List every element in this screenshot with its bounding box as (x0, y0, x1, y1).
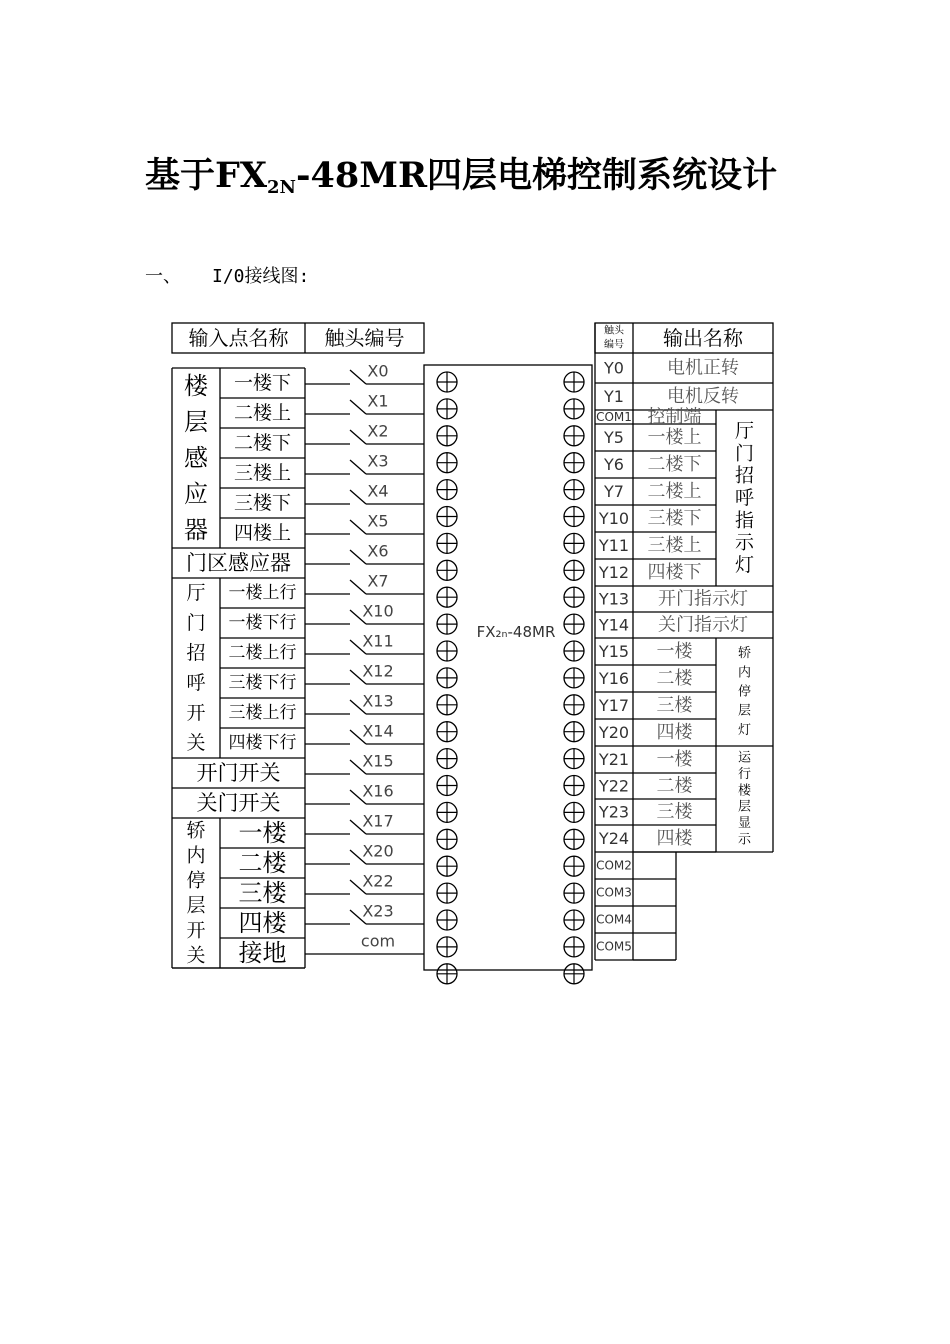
output-contact-label: Y23 (598, 802, 630, 822)
output-name: 关门指示灯 (658, 614, 748, 636)
output-name: 三楼上 (647, 535, 702, 556)
output-name: 开门指示灯 (658, 588, 748, 610)
output-contact-label: Y14 (598, 615, 630, 635)
contact-label: X23 (362, 901, 394, 921)
output-group-label: 楼 (737, 783, 752, 799)
group-label: 呼 (186, 672, 206, 694)
output-name: 电机正转 (667, 357, 739, 379)
output-contact-label: Y13 (598, 589, 630, 609)
output-group-label: 轿 (737, 646, 752, 662)
output-group-label: 内 (737, 665, 752, 681)
input-point-name: 一楼上行 (228, 583, 297, 603)
contact-label: X3 (367, 451, 389, 471)
input-point-name: 四楼上 (233, 522, 292, 544)
contact-label: X12 (362, 661, 394, 681)
output-contact-label: Y15 (598, 642, 630, 661)
group-label: 层 (184, 408, 208, 436)
output-name: 三楼 (656, 695, 693, 716)
contact-label: X22 (362, 871, 394, 891)
contact-label: X1 (367, 391, 389, 411)
output-header-name: 输出名称 (663, 326, 743, 350)
output-group-label: 行 (737, 767, 752, 782)
output-name: 一楼 (656, 641, 693, 662)
output-group-label: 示 (737, 832, 752, 848)
switch-contact (350, 520, 366, 534)
switch-contact (350, 430, 366, 444)
output-contact-label: Y1 (604, 387, 624, 406)
input-header-contact: 触头编号 (324, 326, 405, 350)
output-group-label: 层 (737, 703, 752, 719)
output-contact-label: Y11 (598, 536, 630, 555)
contact-label: X15 (362, 751, 394, 771)
input-point-name: 三楼 (238, 879, 287, 907)
group-label: 门 (186, 612, 206, 634)
contact-label: X14 (362, 721, 394, 741)
output-name: 四楼 (656, 722, 693, 743)
output-group-label: 呼 (734, 487, 755, 509)
output-name: 三楼下 (647, 508, 702, 529)
contact-label: com (360, 931, 396, 951)
output-contact-label: Y7 (604, 482, 624, 501)
group-label: 开 (186, 702, 206, 724)
output-contact-label: Y20 (598, 723, 630, 742)
output-header-contact: 触头 (604, 325, 624, 337)
output-contact-label: Y10 (598, 509, 630, 528)
contact-label: X16 (362, 781, 394, 801)
output-group-label: 显 (737, 816, 752, 831)
switch-contact (350, 460, 366, 474)
group-label: 感 (184, 444, 208, 472)
input-point-name: 三楼上 (233, 462, 292, 484)
input-point-name: 四楼 (238, 909, 287, 937)
group-label: 停 (186, 869, 206, 892)
output-name: 四楼下 (647, 562, 702, 583)
output-contact-label: Y24 (598, 829, 630, 848)
group-label: 层 (186, 894, 206, 917)
output-name: 一楼上 (647, 427, 702, 448)
output-contact-label: COM2 (596, 858, 632, 873)
group-label: 内 (186, 844, 206, 867)
group-label: 开 (186, 919, 206, 942)
output-group-label: 层 (737, 799, 752, 815)
input-point-name: 三楼下 (233, 492, 292, 514)
input-point-name: 二楼上 (233, 402, 292, 424)
input-point-name: 接地 (238, 939, 287, 967)
input-point-name: 三楼上行 (228, 703, 297, 723)
contact-label: X10 (362, 601, 394, 621)
page-title: 基于$FX_{2N}-48MR$四层电梯控制系统设计 (145, 155, 778, 198)
output-contact-label: COM5 (596, 939, 632, 954)
output-name: 二楼上 (647, 481, 702, 502)
switch-contact (350, 490, 366, 504)
output-contact-label: Y22 (598, 776, 630, 796)
contact-label: X11 (362, 631, 394, 651)
contact-label: X5 (367, 511, 389, 531)
output-contact-label: Y17 (598, 696, 630, 715)
contact-label: X13 (362, 691, 394, 711)
output-contact-label: COM4 (596, 912, 632, 927)
contact-label: X4 (367, 481, 389, 501)
input-point-name: 一楼 (238, 819, 287, 847)
output-name: 电机反转 (667, 386, 739, 407)
output-group-label: 运 (737, 750, 752, 766)
output-name: 二楼 (656, 668, 693, 689)
input-point-name: 二楼 (238, 849, 287, 877)
group-label: 招 (186, 642, 206, 664)
input-point-name: 二楼上行 (228, 643, 297, 663)
output-group-label: 指 (734, 509, 755, 532)
group-label: 楼 (184, 372, 208, 400)
group-label: 轿 (186, 819, 206, 842)
output-contact-label: Y6 (604, 455, 624, 474)
output-group-label: 厅 (734, 420, 755, 443)
input-point-name: 开门开关 (196, 761, 281, 785)
group-label: 应 (184, 480, 208, 508)
output-group-label: 灯 (734, 553, 755, 576)
input-point-name: 三楼下行 (228, 673, 297, 693)
output-name: 四楼 (656, 828, 693, 849)
contact-label: X17 (362, 811, 394, 831)
group-label: 关 (186, 732, 206, 754)
output-name: 控制端 (647, 406, 702, 428)
output-name: 二楼下 (647, 454, 702, 475)
contact-label: X7 (367, 571, 389, 591)
output-contact-label: COM1 (596, 410, 632, 424)
input-header-name: 输入点名称 (188, 326, 289, 350)
output-name: 二楼 (656, 775, 693, 797)
group-label: 关 (186, 944, 206, 967)
output-group-label: 门 (734, 442, 755, 465)
switch-contact (350, 370, 366, 384)
input-point-name: 一楼下 (233, 372, 292, 394)
output-contact-label: COM3 (596, 885, 632, 900)
output-group-label: 灯 (737, 722, 752, 738)
group-label: 厅 (186, 582, 206, 604)
output-header-contact: 编号 (604, 339, 624, 351)
input-point-name: 一楼下行 (228, 613, 297, 633)
group-label: 器 (184, 516, 208, 544)
input-point-name: 二楼下 (233, 432, 292, 454)
contact-label: X2 (367, 421, 389, 441)
input-point-name: 关门开关 (196, 791, 281, 815)
output-contact-label: Y16 (598, 669, 630, 688)
output-contact-label: Y21 (598, 750, 630, 769)
input-point-name: 门区感应器 (186, 551, 291, 575)
switch-contact (350, 580, 366, 594)
contact-label: X6 (367, 541, 389, 561)
section-heading: 一、 I/0接线图: (145, 266, 310, 287)
output-contact-label: Y12 (598, 563, 630, 582)
output-contact-label: Y5 (604, 428, 624, 447)
contact-label: X20 (362, 841, 394, 861)
plc-model-label: FX₂ₙ-48MR (476, 623, 556, 641)
output-name: 三楼 (656, 801, 693, 823)
output-name: 一楼 (656, 749, 693, 770)
output-group-label: 招 (734, 464, 755, 487)
switch-contact (350, 400, 366, 414)
output-group-label: 停 (737, 684, 752, 700)
output-group-label: 示 (734, 531, 755, 554)
output-contact-label: Y0 (604, 358, 624, 378)
contact-label: X0 (367, 361, 389, 381)
input-point-name: 四楼下行 (228, 733, 297, 753)
switch-contact (350, 550, 366, 564)
